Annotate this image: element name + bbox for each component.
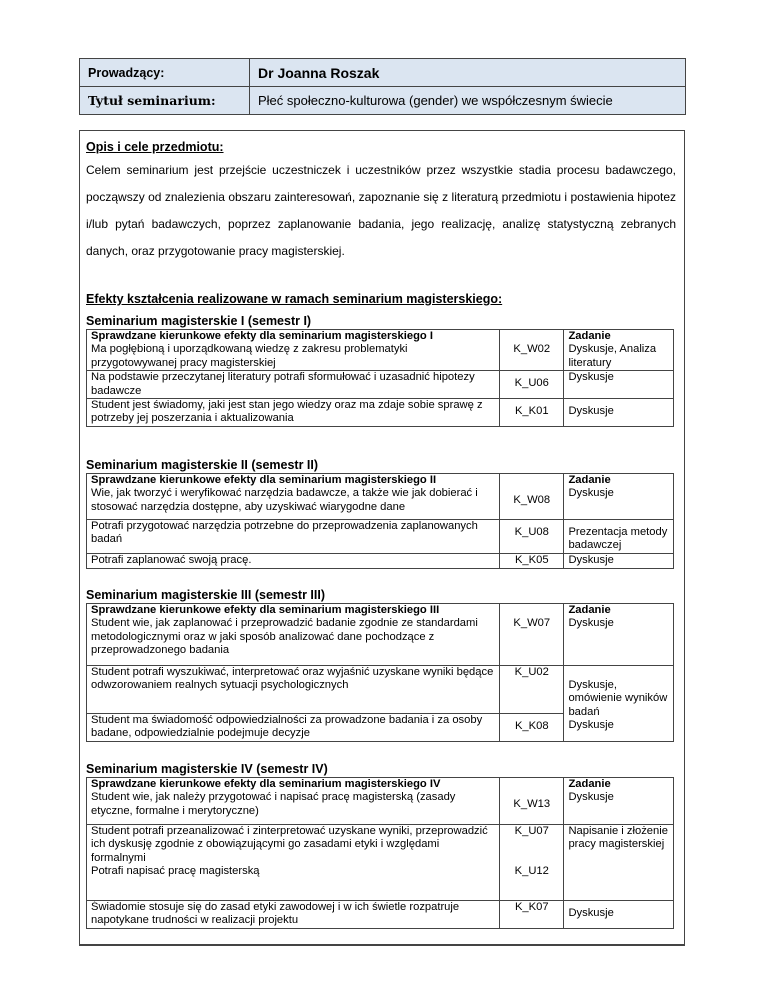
effect-code: K_K07 xyxy=(514,901,549,913)
effect-code: K_K05 xyxy=(514,553,549,566)
seminar-3-section xyxy=(86,587,674,742)
table-row xyxy=(87,330,674,371)
column-header-effects: Sprawdzane kierunkowe efekty dla seminarium magisterskiego III xyxy=(91,604,440,616)
effect-cell xyxy=(87,399,500,427)
effect-text: Wie, jak tworzyć i weryfikować narzędzia badawcze, a także wie jak dobierać i stosować narzędzia dostępne, aby uzyskiwać wiarygodne dane xyxy=(91,487,478,513)
title-row xyxy=(80,87,686,115)
column-header-task: Zadanie xyxy=(568,330,611,342)
effect-text: Student ma świadomość odpowiedzialności za prowadzone badania i za osoby badane, odpowiedzialnie podejmuje decyzje xyxy=(91,714,483,740)
task-text: Napisanie i złożenie pracy magisterskiej xyxy=(568,825,668,851)
code-cell xyxy=(500,714,564,742)
effect-text: Student potrafi wyszukiwać, interpretować oraz wyjaśnić uzyskane wyniki będące odwzorowaniem realnych sytuacji psychologicznych xyxy=(91,666,494,692)
task-cell xyxy=(564,474,674,520)
task-cell xyxy=(564,330,674,371)
seminar-2-section xyxy=(86,457,674,569)
effect-text: Na podstawie przeczytanej literatury potrafi sformułować i uzasadnić hipotezy badawcze xyxy=(91,371,475,397)
effect-cell xyxy=(87,520,500,554)
effect-cell xyxy=(87,474,500,520)
task-text: Dyskusje xyxy=(568,487,614,500)
effect-code: K_W07 xyxy=(513,617,551,629)
column-header-task: Zadanie xyxy=(568,604,611,616)
effect-cell xyxy=(87,825,500,901)
task-cell xyxy=(564,901,674,929)
effect-code: K_W02 xyxy=(513,343,551,355)
task-text: Dyskusje, Analiza literatury xyxy=(568,343,657,369)
effect-text: Potrafi przygotować narzędzia potrzebne do przeprowadzenia zaplanowanych badań xyxy=(91,520,478,546)
effect-cell xyxy=(87,666,500,714)
task-text: Dyskusje, omówienie wyników badań xyxy=(568,679,668,718)
table-row xyxy=(87,553,674,568)
code-cell xyxy=(500,520,564,554)
seminar-3-title: Seminarium magisterskie III (semestr III) xyxy=(86,588,325,602)
effect-code: K_K08 xyxy=(514,720,549,732)
table-row xyxy=(87,399,674,427)
seminar-4-table xyxy=(86,777,674,929)
table-row xyxy=(87,901,674,929)
task-cell xyxy=(564,553,674,568)
seminar-3-table xyxy=(86,603,674,742)
effect-text: Student potrafi przeanalizować i zinterpretować uzyskane wyniki, przeprowadzić ich dyskusję zgodnie z obowiązującymi go zasadami etyki i względami formalnymi xyxy=(91,825,488,864)
effect-cell xyxy=(87,604,500,666)
effect-code: K_U12 xyxy=(514,865,549,878)
table-row xyxy=(87,371,674,399)
code-cell xyxy=(500,553,564,568)
effect-text: Student wie, jak zaplanować i przeprowadzić badanie zgodnie ze standardami metodologicznymi oraz w jaki sposób analizować dane pochodzące z przeprowadzonego badania xyxy=(91,617,478,657)
task-cell xyxy=(564,778,674,825)
task-text: Dyskusje xyxy=(568,791,614,804)
seminar-1-section xyxy=(86,313,674,427)
code-cell xyxy=(500,825,564,901)
code-cell xyxy=(500,399,564,427)
effect-cell xyxy=(87,901,500,929)
effect-text: Ma pogłębioną i uporządkowaną wiedzę z zakresu problematyki przygotowywanej pracy magisterskiej xyxy=(91,343,408,369)
table-row xyxy=(87,666,674,714)
lecturer-value: Dr Joanna Roszak xyxy=(250,59,686,87)
description-box xyxy=(79,130,685,946)
seminar-2-table xyxy=(86,473,674,569)
lecturer-label: Prowadzący: xyxy=(80,59,250,87)
code-cell xyxy=(500,604,564,666)
table-row xyxy=(87,825,674,901)
outcomes-title: Efekty kształcenia realizowane w ramach seminarium magisterskiego: xyxy=(86,292,503,306)
effect-code: K_U08 xyxy=(514,526,549,538)
task-cell xyxy=(564,399,674,427)
code-cell xyxy=(500,474,564,520)
effect-text: Student wie, jak należy przygotować i napisać pracę magisterską (zasady etyczne, formalne i merytoryczne) xyxy=(91,791,456,817)
task-text: Dyskusje xyxy=(568,405,614,418)
seminar-title-label: Tytuł seminarium: xyxy=(80,87,250,115)
lecturer-row xyxy=(80,59,686,87)
column-header-task: Zadanie xyxy=(568,474,611,486)
effect-code: K_U06 xyxy=(514,377,549,390)
code-cell xyxy=(500,371,564,399)
task-cell xyxy=(564,371,674,399)
task-text: Dyskusje xyxy=(568,617,614,630)
task-cell xyxy=(564,604,674,666)
effect-cell xyxy=(87,330,500,371)
description-text: Celem seminarium jest przejście uczestniczek i uczestników przez wszystkie stadia procesu badawczego, począwszy od znalezienia obszaru zainteresowań, zapoznanie się z literaturą przedmiotu i postawienia hipotez i/lub pytań badawczych, poprzez zaplanowanie badania, jego realizację, analizę statystyczną zebranych danych, oraz przygotowanie pracy magisterskiej. xyxy=(86,163,676,258)
task-text: Dyskusje xyxy=(568,553,614,566)
code-cell xyxy=(500,666,564,714)
task-text: Dyskusje xyxy=(568,907,614,919)
task-cell xyxy=(564,825,674,901)
task-text: Dyskusje xyxy=(568,371,614,384)
header-table xyxy=(79,58,686,115)
seminar-4-title: Seminarium magisterskie IV (semestr IV) xyxy=(86,762,328,776)
column-header-effects: Sprawdzane kierunkowe efekty dla seminarium magisterskiego II xyxy=(91,474,437,486)
effect-cell xyxy=(87,714,500,742)
seminar-2-title: Seminarium magisterskie II (semestr II) xyxy=(86,458,319,472)
task-text: Prezentacja metody badawczej xyxy=(568,526,668,552)
seminar-4-section xyxy=(86,761,674,929)
column-header-effects: Sprawdzane kierunkowe efekty dla seminarium magisterskiego I xyxy=(91,330,433,342)
task-text: Dyskusje xyxy=(568,719,614,732)
code-cell xyxy=(500,778,564,825)
effect-text: Potrafi napisać pracę magisterską xyxy=(91,865,260,878)
effect-code: K_W13 xyxy=(513,798,551,810)
effect-code: K_U02 xyxy=(514,666,549,678)
description-title: Opis i cele przedmiotu: xyxy=(86,140,224,154)
effect-code: K_W08 xyxy=(513,494,551,506)
table-row xyxy=(87,604,674,666)
table-row xyxy=(87,474,674,520)
column-header-task: Zadanie xyxy=(568,778,611,790)
effect-code: K_K01 xyxy=(514,405,549,418)
effect-cell xyxy=(87,778,500,825)
effect-cell xyxy=(87,553,500,568)
effect-text: Potrafi zaplanować swoją pracę. xyxy=(91,553,252,566)
effect-text: Świadomie stosuje się do zasad etyki zawodowej i w ich świetle rozpatruje napotykane trudności w realizacji projektu xyxy=(91,901,460,927)
task-cell xyxy=(564,520,674,554)
table-row xyxy=(87,520,674,554)
task-cell xyxy=(564,666,674,742)
effect-cell xyxy=(87,371,500,399)
seminar-1-title: Seminarium magisterskie I (semestr I) xyxy=(86,314,312,328)
effect-code: K_U07 xyxy=(514,825,549,837)
seminar-1-table xyxy=(86,329,674,427)
column-header-effects: Sprawdzane kierunkowe efekty dla seminarium magisterskiego IV xyxy=(91,778,441,790)
table-row xyxy=(87,778,674,825)
code-cell xyxy=(500,330,564,371)
seminar-title-value: Płeć społeczno-kulturowa (gender) we współczesnym świecie xyxy=(250,87,686,115)
effect-text: Student jest świadomy, jaki jest stan jego wiedzy oraz ma zdaje sobie sprawę z potrzeby jej poszerzania i aktualizowania xyxy=(91,399,483,425)
code-cell xyxy=(500,901,564,929)
